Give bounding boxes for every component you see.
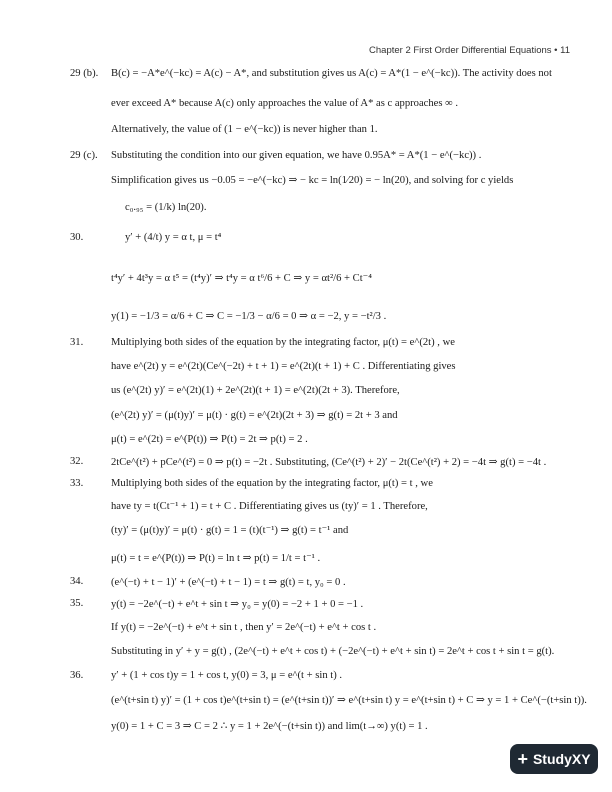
entry-line: Simplification gives us −0.05 = −e^(−kc) ⇒ − kc = ln(1⁄20) = − ln(20), and solving for c yields xyxy=(111,175,514,186)
entry-line: Multiplying both sides of the equation by the integrating factor, μ(t) = e^(2t) , we xyxy=(111,337,455,348)
entry-line: Substituting in y′ + y = g(t) , (2e^(−t) + e^t + cos t) + (−2e^(−t) + e^t + sin t) = 2e^t + cos t + sin t = g(t). xyxy=(111,646,555,657)
entry-line: μ(t) = t = e^(P(t)) ⇒ P(t) = ln t ⇒ p(t) = 1/t = t⁻¹ . xyxy=(111,553,321,564)
entry-line: ever exceed A* because A(c) only approaches the value of A* as c approaches ∞ . xyxy=(111,98,458,109)
entry-line: have e^(2t) y = e^(2t)(Ce^(−2t) + t + 1) = e^(2t)(t + 1) + C . Differentiating gives xyxy=(111,361,456,372)
page-header: Chapter 2 First Order Differential Equations • 11 xyxy=(369,45,570,56)
entry-line: Multiplying both sides of the equation by the integrating factor, μ(t) = t , we xyxy=(111,478,433,489)
entry-line: y′ + (4/t) y = α t, μ = t⁴ xyxy=(125,232,222,243)
entry-line: (ty)′ = (μ(t)y)′ = μ(t) · g(t) = 1 = (t)(t⁻¹) ⇒ g(t) = t⁻¹ and xyxy=(111,525,349,536)
entry-number: 29 (c). xyxy=(70,150,98,161)
entry-line: (e^(−t) + t − 1)′ + (e^(−t) + t − 1) = t ⇒ g(t) = t, y₀ = 0 . xyxy=(111,577,346,588)
entry-line: Alternatively, the value of (1 − e^(−kc)) is never higher than 1. xyxy=(111,124,378,135)
entry-number: 29 (b). xyxy=(70,68,99,79)
entry-line: c₀.₉₅ = (1/k) ln(20). xyxy=(125,202,207,213)
entry-number: 33. xyxy=(70,478,84,489)
entry-line: y(t) = −2e^(−t) + e^t + sin t ⇒ y₀ = y(0) = −2 + 1 + 0 = −1 . xyxy=(111,599,364,610)
entry-line: If y(t) = −2e^(−t) + e^t + sin t , then y′ = 2e^(−t) + e^t + cos t . xyxy=(111,622,377,633)
entry-number: 36. xyxy=(70,670,84,681)
entry-line: (e^(2t) y)′ = (μ(t)y)′ = μ(t) · g(t) = e^(2t)(2t + 3) ⇒ g(t) = 2t + 3 and xyxy=(111,410,398,421)
entry-line: y′ + (1 + cos t)y = 1 + cos t, y(0) = 3, μ = e^(t + sin t) . xyxy=(111,670,343,681)
studyxy-badge xyxy=(510,744,598,774)
entry-line: t⁴y′ + 4t³y = α t⁵ = (t⁴y)′ ⇒ t⁴y = α t⁶/6 + C ⇒ y = αt²/6 + Ct⁻⁴ xyxy=(111,273,372,284)
entry-number: 34. xyxy=(70,576,84,587)
entry-line: Substituting the condition into our given equation, we have 0.95A* = A*(1 − e^(−kc)) . xyxy=(111,150,482,161)
plus-icon: + xyxy=(517,749,528,769)
entry-line: y(1) = −1/3 = α/6 + C ⇒ C = −1/3 − α/6 = 0 ⇒ α = −2, y = −t²/3 . xyxy=(111,311,387,322)
entry-line: us (e^(2t) y)′ = e^(2t)(1) + 2e^(2t)(t + 1) = e^(2t)(2t + 3). Therefore, xyxy=(111,385,400,396)
entry-line: have ty = t(Ct⁻¹ + 1) = t + C . Differentiating gives us (ty)′ = 1 . Therefore, xyxy=(111,501,428,512)
entry-line: 2tCe^(t²) + pCe^(t²) = 0 ⇒ p(t) = −2t . Substituting, (Ce^(t²) + 2)′ − 2t(Ce^(t²) + 2) = −4t ⇒ g(t) = −4t . xyxy=(111,457,547,468)
entry-line: y(0) = 1 + C = 3 ⇒ C = 2 ∴ y = 1 + 2e^(−(t+sin t)) and lim(t→∞) y(t) = 1 . xyxy=(111,721,428,732)
entry-line: (e^(t+sin t) y)′ = (1 + cos t)e^(t+sin t) = (e^(t+sin t))′ ⇒ e^(t+sin t) y = e^(t+sin t) + C ⇒ y = 1 + Ce^(−(t+sin t)). xyxy=(111,695,587,706)
entry-number: 30. xyxy=(70,232,84,243)
entry-number: 32. xyxy=(70,456,84,467)
entry-line: μ(t) = e^(2t) = e^(P(t)) ⇒ P(t) = 2t ⇒ p(t) = 2 . xyxy=(111,434,308,445)
brand-label: StudyXY xyxy=(532,751,591,767)
entry-number: 35. xyxy=(70,598,84,609)
entry-line: B(c) = −A*e^(−kc) = A(c) − A*, and substitution gives us A(c) = A*(1 − e^(−kc)). The activity does not xyxy=(111,68,552,79)
entry-number: 31. xyxy=(70,337,84,348)
